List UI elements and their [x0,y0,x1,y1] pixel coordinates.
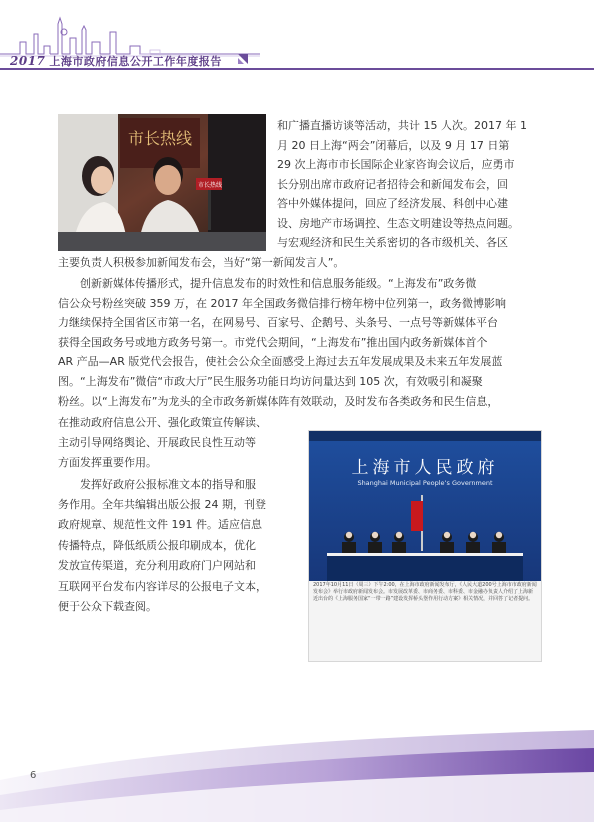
paragraph-line: 政府规章、规范性文件 191 件。适应信息 [58,518,262,531]
paragraph-line: 长分别出席市政府记者招待会和新闻发布会，回 [277,178,508,191]
paragraph-line: AR 产品—AR 版党代会报告，使社会公众全面感受上海过去五年发展成果及未来五年发展蓝 [58,355,503,368]
paragraph-line: 答中外媒体提问，回应了经济发展、科创中心建 [277,197,508,210]
paragraph-line: 传播特点，降低纸质公报印刷成本，优化 [58,539,256,552]
radio-studio-photo [58,114,266,251]
press-conference-photo [309,431,541,581]
footer-wave-graphic [0,720,594,822]
paragraph-line: 力继续保持全国省区市第一名，在网易号、百家号、企鹅号、头条号、一点号等新媒体平台 [58,316,498,329]
page-number: 6 [30,770,37,781]
report-title [10,53,222,69]
photo-caption: 2017年10月11日（周三）下午2:00，在上海市政府新闻发布厅，《人民大道200号上海市市政府新闻发布会》举行市政府新闻发布会。市发展改革委、市商务委、市科委、市金融办负责人介绍了上海新近出台的《上海服务国家“一带一路”建设发挥桥头堡作用行动方案》相关情况，并回答了记者提问。 [313,582,537,602]
paragraph-line: 方面发挥重要作用。 [58,456,157,469]
paragraph-line: 29 次上海市市长国际企业家咨询会议后，应勇市 [277,158,515,171]
paragraph-line: 主动引导网络舆论、开展政民良性互动等 [58,436,256,449]
corner-arrow-icon [236,52,250,66]
paragraph-line: 发挥好政府公报标准文本的指导和服 [80,478,256,491]
report-name: 上海市政府信息公开工作年度报告 [49,55,222,68]
paragraph-line: 信公众号粉丝突破 359 万，在 2017 年全国政务微信排行榜年榜中位列第一，政务微博影响 [58,297,506,310]
paragraph-line: 互联网平台发布内容详尽的公报电子文本， [58,580,267,593]
press-conference-figure [308,430,542,662]
paragraph-line: 图。“上海发布”微信“市政大厅”民生服务功能日均访问量达到 105 次，有效吸引和凝聚 [58,375,483,388]
banner-chinese: 上海市人民政府 [351,458,499,478]
paragraph-line: 粉丝。以“上海发布”为龙头的全市政务新媒体阵有效联动，及时发布各类政务和民生信息， [58,395,499,408]
paragraph-line: 获得全国政务号或地方政务号第一。市党代会期间，“上海发布”推出国内政务新媒体首个 [58,336,488,349]
mic-label: 市长热线 [198,182,223,189]
paragraph-line: 和广播直播访谈等活动，共计 15 人次。2017 年 1 [277,119,527,132]
paragraph-line: 在推动政府信息公开、强化政策宣传解读、 [58,416,267,429]
report-year: 2017 [10,54,46,68]
city-skyline-graphic [0,12,260,57]
banner-english: Shanghai Municipal People’s Government [357,479,493,487]
paragraph-line: 便于公众下载查阅。 [58,600,157,613]
paragraph-line: 设、房地产市场调控、生态文明建设等热点问题。 [277,217,519,230]
paragraph-line: 务作用。全年共编辑出版公报 24 期，刊登 [58,498,266,511]
paragraph-line: 主要负责人积极参加新闻发布会，当好“第一新闻发言人”。 [58,256,345,269]
paragraph-line: 与宏观经济和民生关系密切的各市级机关、各区 [277,236,508,249]
studio-sign-text: 市长热线 [128,129,193,148]
paragraph-line: 创新新媒体传播形式，提升信息发布的时效性和信息服务能级。“上海发布”政务微 [80,277,477,290]
paragraph-line: 发放宣传渠道，充分利用政府门户网站和 [58,559,256,572]
paragraph-line: 月 20 日上海“两会”闭幕后，以及 9 月 17 日第 [277,139,510,152]
header-rule [0,68,594,70]
page-header [0,0,594,82]
